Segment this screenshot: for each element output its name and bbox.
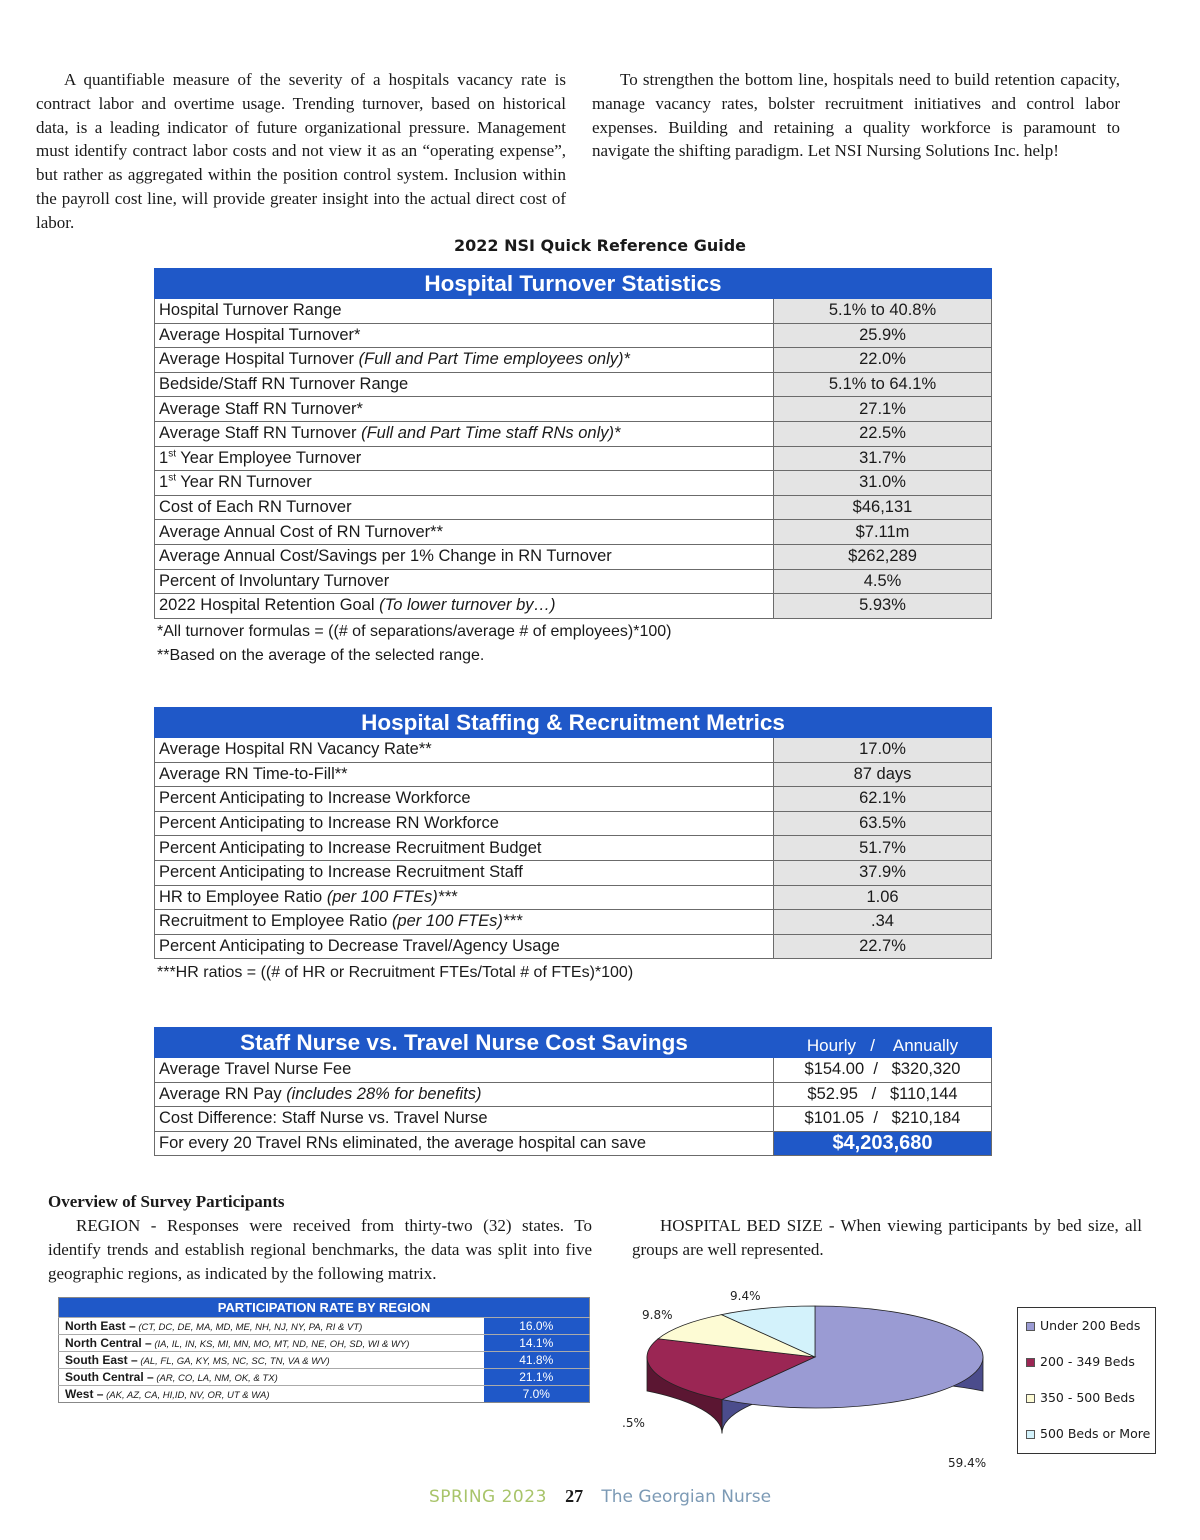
turnover-table [154,268,992,619]
turnover-table-title: Hospital Turnover Statistics [155,269,992,299]
label-text: Average Travel Nurse Fee [159,1060,352,1079]
turnover-row-label [155,594,774,619]
legend-label: Under 200 Beds [1040,1318,1141,1333]
staffing-row-label [155,860,774,885]
turnover-row-value: 5.1% to 40.8% [774,299,992,324]
label-text: Average Annual Cost of RN Turnover** [159,522,444,541]
footer-page-number: 27 [565,1486,584,1506]
turnover-row-value: $46,131 [774,495,992,520]
staffing-footnote: ***HR ratios = ((# of HR or Recruitment FTEs/Total # of FTEs)*100) [157,964,634,981]
staffing-row [155,738,992,763]
turnover-row [155,446,992,471]
staffing-table [154,707,992,959]
region-name-cell [59,1352,484,1369]
staffing-row-label [155,836,774,861]
region-row [59,1335,590,1352]
turnover-row [155,397,992,422]
turnover-row [155,495,992,520]
staffing-row [155,762,992,787]
legend-item [1026,1318,1155,1354]
label-text: Average RN Time-to-Fill** [159,764,348,783]
label-note: (Full and Part Time staff RNs only)* [361,424,621,443]
region-name: West – [65,1387,104,1401]
staffing-row-label [155,910,774,935]
turnover-row [155,421,992,446]
turnover-row-value: $7.11m [774,520,992,545]
label-text: Percent Anticipating to Decrease Travel/Agency Usage [159,937,560,956]
turnover-row [155,299,992,324]
label-text: Cost Difference: Staff Nurse vs. Travel Nurse [159,1109,488,1128]
savings-total-value: $4,203,680 [774,1131,992,1156]
legend-label: 500 Beds or More [1040,1426,1151,1441]
turnover-row-value: 22.0% [774,348,992,373]
staffing-table-title: Hospital Staffing & Recruitment Metrics [155,708,992,738]
region-name: South Central – [65,1370,154,1384]
turnover-footnote-1: *All turnover formulas = ((# of separations/average # of employees)*100) [157,623,672,640]
savings-total-label: For every 20 Travel RNs eliminated, the average hospital can save [155,1131,774,1156]
region-row [59,1386,590,1403]
region-states: (CT, DC, DE, MA, MD, ME, NH, NJ, NY, PA, RI & VT) [135,1322,363,1333]
region-table [58,1297,590,1403]
legend-swatch [1026,1430,1035,1439]
bed-size-legend [1017,1307,1156,1454]
page-footer [0,1486,1200,1507]
label-text: Cost of Each RN Turnover [159,498,352,517]
pie-data-label: 9.4% [730,1289,761,1303]
savings-row-label [155,1058,774,1083]
region-states: (AR, CO, LA, NM, OK, & TX) [153,1373,278,1384]
legend-item [1026,1426,1155,1462]
turnover-row [155,471,992,496]
turnover-row-value: 25.9% [774,323,992,348]
turnover-row-label [155,471,774,496]
guide-title: 2022 NSI Quick Reference Guide [453,236,747,255]
staffing-row-value: .34 [774,910,992,935]
region-rate: 21.1% [484,1369,590,1386]
region-name-cell [59,1369,484,1386]
turnover-row-label [155,421,774,446]
turnover-row-label [155,397,774,422]
staffing-row [155,885,992,910]
region-rate: 14.1% [484,1335,590,1352]
region-states: (IA, IL, IN, KS, MI, MN, MO, MT, ND, NE, OH, SD, WI & WY) [151,1339,410,1350]
region-name-cell [59,1386,484,1403]
label-text: Percent Anticipating to Increase Recruitment Budget [159,838,542,857]
staffing-row [155,860,992,885]
region-row [59,1318,590,1335]
legend-label: 350 - 500 Beds [1040,1390,1135,1405]
staffing-row-value: 51.7% [774,836,992,861]
staffing-row-value: 62.1% [774,787,992,812]
region-table-title: PARTICIPATION RATE BY REGION [59,1298,590,1318]
bed-size-pie-chart [600,1282,1000,1482]
legend-swatch [1026,1322,1035,1331]
footer-season: SPRING 2023 [428,1487,547,1507]
legend-label: 200 - 349 Beds [1040,1354,1135,1369]
region-paragraph: REGION - Responses were received from thirty-two (32) states. To identify trends and establish regional benchmarks, the data was split into five geographic regions, as indicated by the following matrix. [48,1216,592,1283]
savings-row-label [155,1107,774,1132]
region-rate: 41.8% [484,1352,590,1369]
pie-data-label: 9.8% [642,1308,673,1322]
staffing-row [155,787,992,812]
label-text: Average Hospital RN Vacancy Rate** [159,740,432,759]
label-text: Average Annual Cost/Savings per 1% Change in RN Turnover [159,547,612,566]
label-text: Bedside/Staff RN Turnover Range [159,375,409,394]
turnover-row [155,594,992,619]
turnover-row-label [155,348,774,373]
turnover-row-value: 5.1% to 64.1% [774,372,992,397]
pie-data-label: .5% [622,1416,645,1430]
turnover-row-value: 31.0% [774,471,992,496]
turnover-row-label [155,544,774,569]
turnover-row-label [155,299,774,324]
label-text: Percent Anticipating to Increase Recruitment Staff [159,863,523,882]
staffing-row-value: 17.0% [774,738,992,763]
legend-item [1026,1390,1155,1426]
turnover-footnote-2: **Based on the average of the selected range. [157,647,485,664]
turnover-row-label [155,372,774,397]
footer-magazine: The Georgian Nurse [601,1487,772,1507]
turnover-row-value: 31.7% [774,446,992,471]
label-text: Average Hospital Turnover [159,350,359,369]
staffing-row-label [155,787,774,812]
label-superscript: st [168,472,176,484]
region-name-cell [59,1318,484,1335]
turnover-row [155,372,992,397]
region-row [59,1352,590,1369]
staffing-row [155,934,992,959]
staffing-row-label [155,762,774,787]
staffing-row [155,910,992,935]
region-name: South East – [65,1353,138,1367]
label-text: Year Employee Turnover [175,448,362,467]
staffing-row [155,811,992,836]
staffing-row-value: 37.9% [774,860,992,885]
label-text: HR to Employee Ratio [159,887,327,906]
label-superscript: st [168,448,176,460]
staffing-row-label [155,811,774,836]
label-text: Year RN Turnover [175,473,312,492]
savings-row-value: $101.05 / $210,184 [774,1107,992,1132]
turnover-row [155,520,992,545]
region-rate: 16.0% [484,1318,590,1335]
region-name: North East – [65,1319,136,1333]
legend-swatch [1026,1394,1035,1403]
region-states: (AL, FL, GA, KY, MS, NC, SC, TN, VA & WV) [137,1356,330,1367]
label-text: Percent Anticipating to Increase Workforce [159,789,471,808]
region-name-cell [59,1335,484,1352]
intro-left-paragraph: A quantifiable measure of the severity of a hospitals vacancy rate is contract labor and overtime usage. Trending turnover, based on historical data, is a leading indicator of future organizational pressure. Management must identify contract labor costs and not view it as an “operating expense”, but rather as aggregated within the position control system. Inclusion within the payroll cost line, will provide greater insight into the actual direct cost of labor. [36,70,566,232]
turnover-row-value: 5.93% [774,594,992,619]
turnover-row-value: 4.5% [774,569,992,594]
legend-item [1026,1354,1155,1390]
savings-row-value: $154.00 / $320,320 [774,1058,992,1083]
savings-table [154,1027,992,1156]
label-text: Recruitment to Employee Ratio [159,912,392,931]
label-text: 2022 Hospital Retention Goal [159,596,380,615]
turnover-row-value: 22.5% [774,421,992,446]
savings-row [155,1082,992,1107]
staffing-row-label [155,738,774,763]
bedsize-paragraph: HOSPITAL BED SIZE - When viewing participants by bed size, all groups are well represented. [632,1216,1142,1259]
region-row [59,1369,590,1386]
label-text: Average Staff RN Turnover [159,424,362,443]
turnover-row-label [155,569,774,594]
turnover-row [155,544,992,569]
staffing-row-value: 1.06 [774,885,992,910]
pie-data-label: 59.4% [948,1456,987,1470]
savings-table-title: Staff Nurse vs. Travel Nurse Cost Savings [155,1028,774,1058]
label-note: (per 100 FTEs)*** [391,912,523,931]
savings-col-header: Hourly / Annually [774,1028,992,1058]
label-text: Percent Anticipating to Increase RN Workforce [159,814,499,833]
region-states: (AK, AZ, CA, HI,ID, NV, OR, UT & WA) [103,1390,270,1401]
label-text: Hospital Turnover Range [159,301,342,320]
turnover-row [155,569,992,594]
turnover-row-value: $262,289 [774,544,992,569]
staffing-row-value: 22.7% [774,934,992,959]
turnover-row-label [155,520,774,545]
savings-row-value: $52.95 / $110,144 [774,1082,992,1107]
region-rate: 7.0% [484,1386,590,1403]
savings-row [155,1058,992,1083]
staffing-row-value: 63.5% [774,811,992,836]
staffing-row [155,836,992,861]
legend-swatch [1026,1358,1035,1367]
turnover-row-label [155,446,774,471]
turnover-row-label [155,323,774,348]
turnover-row-label [155,495,774,520]
label-text: Average Staff RN Turnover* [159,399,363,418]
staffing-row-label [155,885,774,910]
intro-right-paragraph: To strengthen the bottom line, hospitals need to build retention capacity, manage vacancy rates, bolster recruitment initiatives and control labor expenses. Building and retaining a quality workforce is paramount to navigate the shifting paradigm. Let NSI Nursing Solutions Inc. help! [592,70,1120,161]
staffing-row-value: 87 days [774,762,992,787]
label-note: (Full and Part Time employees only)* [358,350,630,369]
staffing-row-label [155,934,774,959]
turnover-row [155,323,992,348]
region-name: North Central – [65,1336,152,1350]
label-text: Average RN Pay [159,1084,287,1103]
label-text: Percent of Involuntary Turnover [159,571,390,590]
label-text: Average Hospital Turnover* [159,325,361,344]
label-note: (includes 28% for benefits) [286,1084,482,1103]
turnover-row [155,348,992,373]
label-note: (To lower turnover by…) [379,596,556,615]
savings-row [155,1107,992,1132]
overview-heading: Overview of Survey Participants [48,1192,285,1211]
label-prefix: 1 [159,448,169,467]
label-prefix: 1 [159,473,169,492]
label-note: (per 100 FTEs)*** [326,887,458,906]
savings-row-label [155,1082,774,1107]
turnover-row-value: 27.1% [774,397,992,422]
